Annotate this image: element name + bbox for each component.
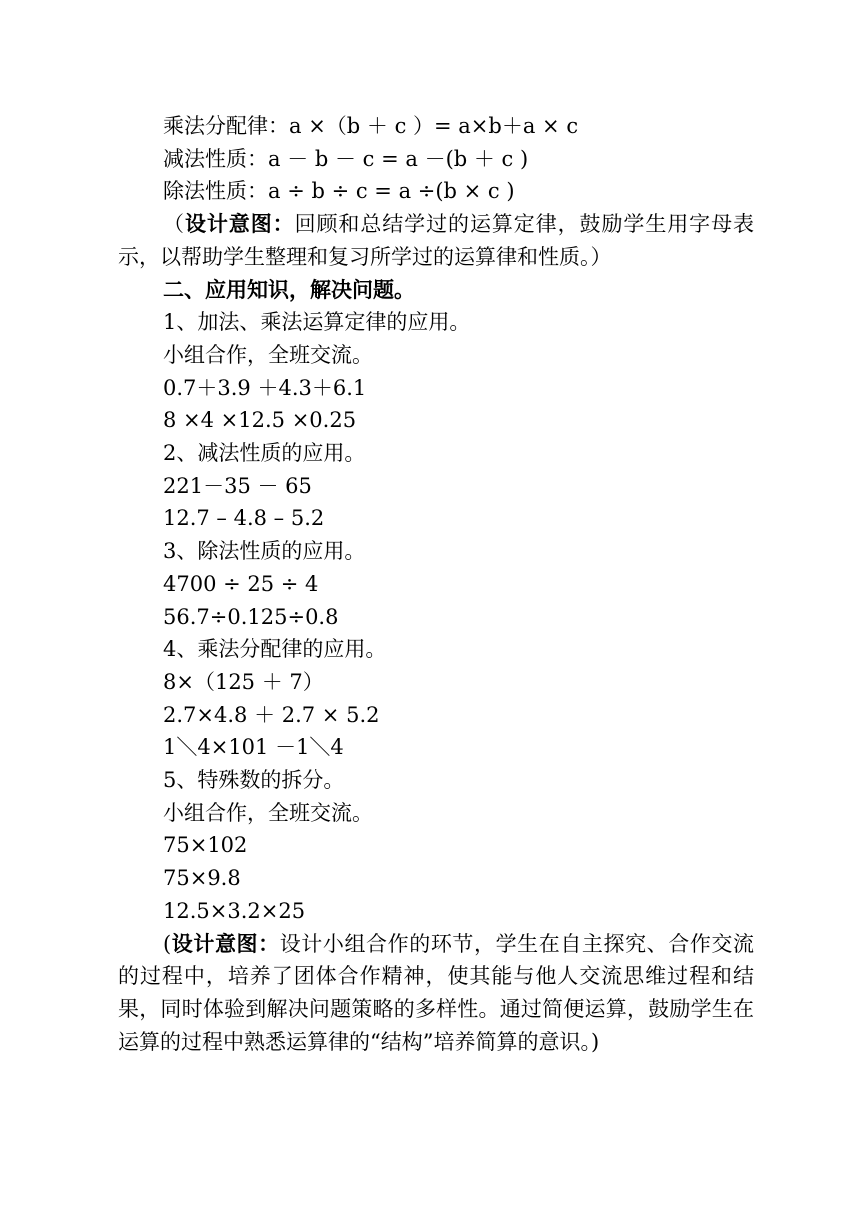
- list-item: 2、减法性质的应用。: [163, 441, 366, 466]
- list-item: 4、乘法分配律的应用。: [163, 637, 387, 662]
- list-item: 0.7＋3.9 ＋4.3＋6.1: [163, 375, 367, 400]
- list-item: 75×9.8: [163, 866, 241, 891]
- list-item: 8 ×4 ×12.5 ×0.25: [163, 408, 357, 433]
- section-heading: 二、应用知识，解决问题。: [163, 276, 415, 302]
- list-item: 75×102: [163, 833, 248, 858]
- list-item: 3、除法性质的应用。: [163, 539, 366, 564]
- list-item: 8×（125 ＋ 7）: [163, 669, 324, 694]
- document-page: [118, 110, 754, 1058]
- list-item: 12.7 – 4.8 – 5.2: [163, 506, 325, 531]
- list-item: 12.5×3.2×25: [163, 898, 306, 923]
- list-item: 1、加法、乘法运算定律的应用。: [163, 310, 471, 335]
- list-item: 221－35 － 65: [163, 473, 312, 498]
- list-item: 2.7×4.8 ＋ 2.7 × 5.2: [163, 702, 380, 727]
- design-intent-open-paren: （: [163, 212, 185, 237]
- design-intent-open-paren: (: [163, 931, 172, 956]
- list-item: 5、特殊数的拆分。: [163, 768, 345, 793]
- formula-division-property: 除法性质：a ÷ b ÷ c = a ÷(b × c ): [163, 179, 515, 204]
- formula-subtraction-property: 减法性质：a － b － c = a －(b ＋ c ): [163, 146, 529, 171]
- design-intent-text: 设计小组合作的环节，学生在自主探究、合作交流的过程中，培养了团体合作精神，使其能与他人交流思维过程和结果，同时体验到解决问题策略的多样性。通过简便运算，鼓励学生在运算的过程中熟悉运算律的“结构”培养简算的意识。): [118, 931, 755, 1054]
- design-intent-label: 设计意图：: [171, 930, 280, 956]
- design-intent-paragraph-2: [118, 928, 754, 1059]
- list-item: 1＼4×101 －1＼4: [163, 735, 344, 760]
- design-intent-paragraph-1: [118, 208, 754, 273]
- list-item: 56.7÷0.125÷0.8: [163, 604, 339, 629]
- list-item: 4700 ÷ 25 ÷ 4: [163, 571, 319, 596]
- design-intent-text: 回顾和总结学过的运算定律，鼓励学生用字母表示，以帮助学生整理和复习所学过的运算律和性质。）: [118, 212, 755, 269]
- list-item: 小组合作，全班交流。: [163, 342, 373, 367]
- list-item: 小组合作，全班交流。: [163, 800, 373, 825]
- formula-multiplication-distributive: 乘法分配律：a ×（b ＋ c ）= a×b＋a × c: [163, 114, 579, 138]
- design-intent-label: 设计意图：: [184, 211, 295, 237]
